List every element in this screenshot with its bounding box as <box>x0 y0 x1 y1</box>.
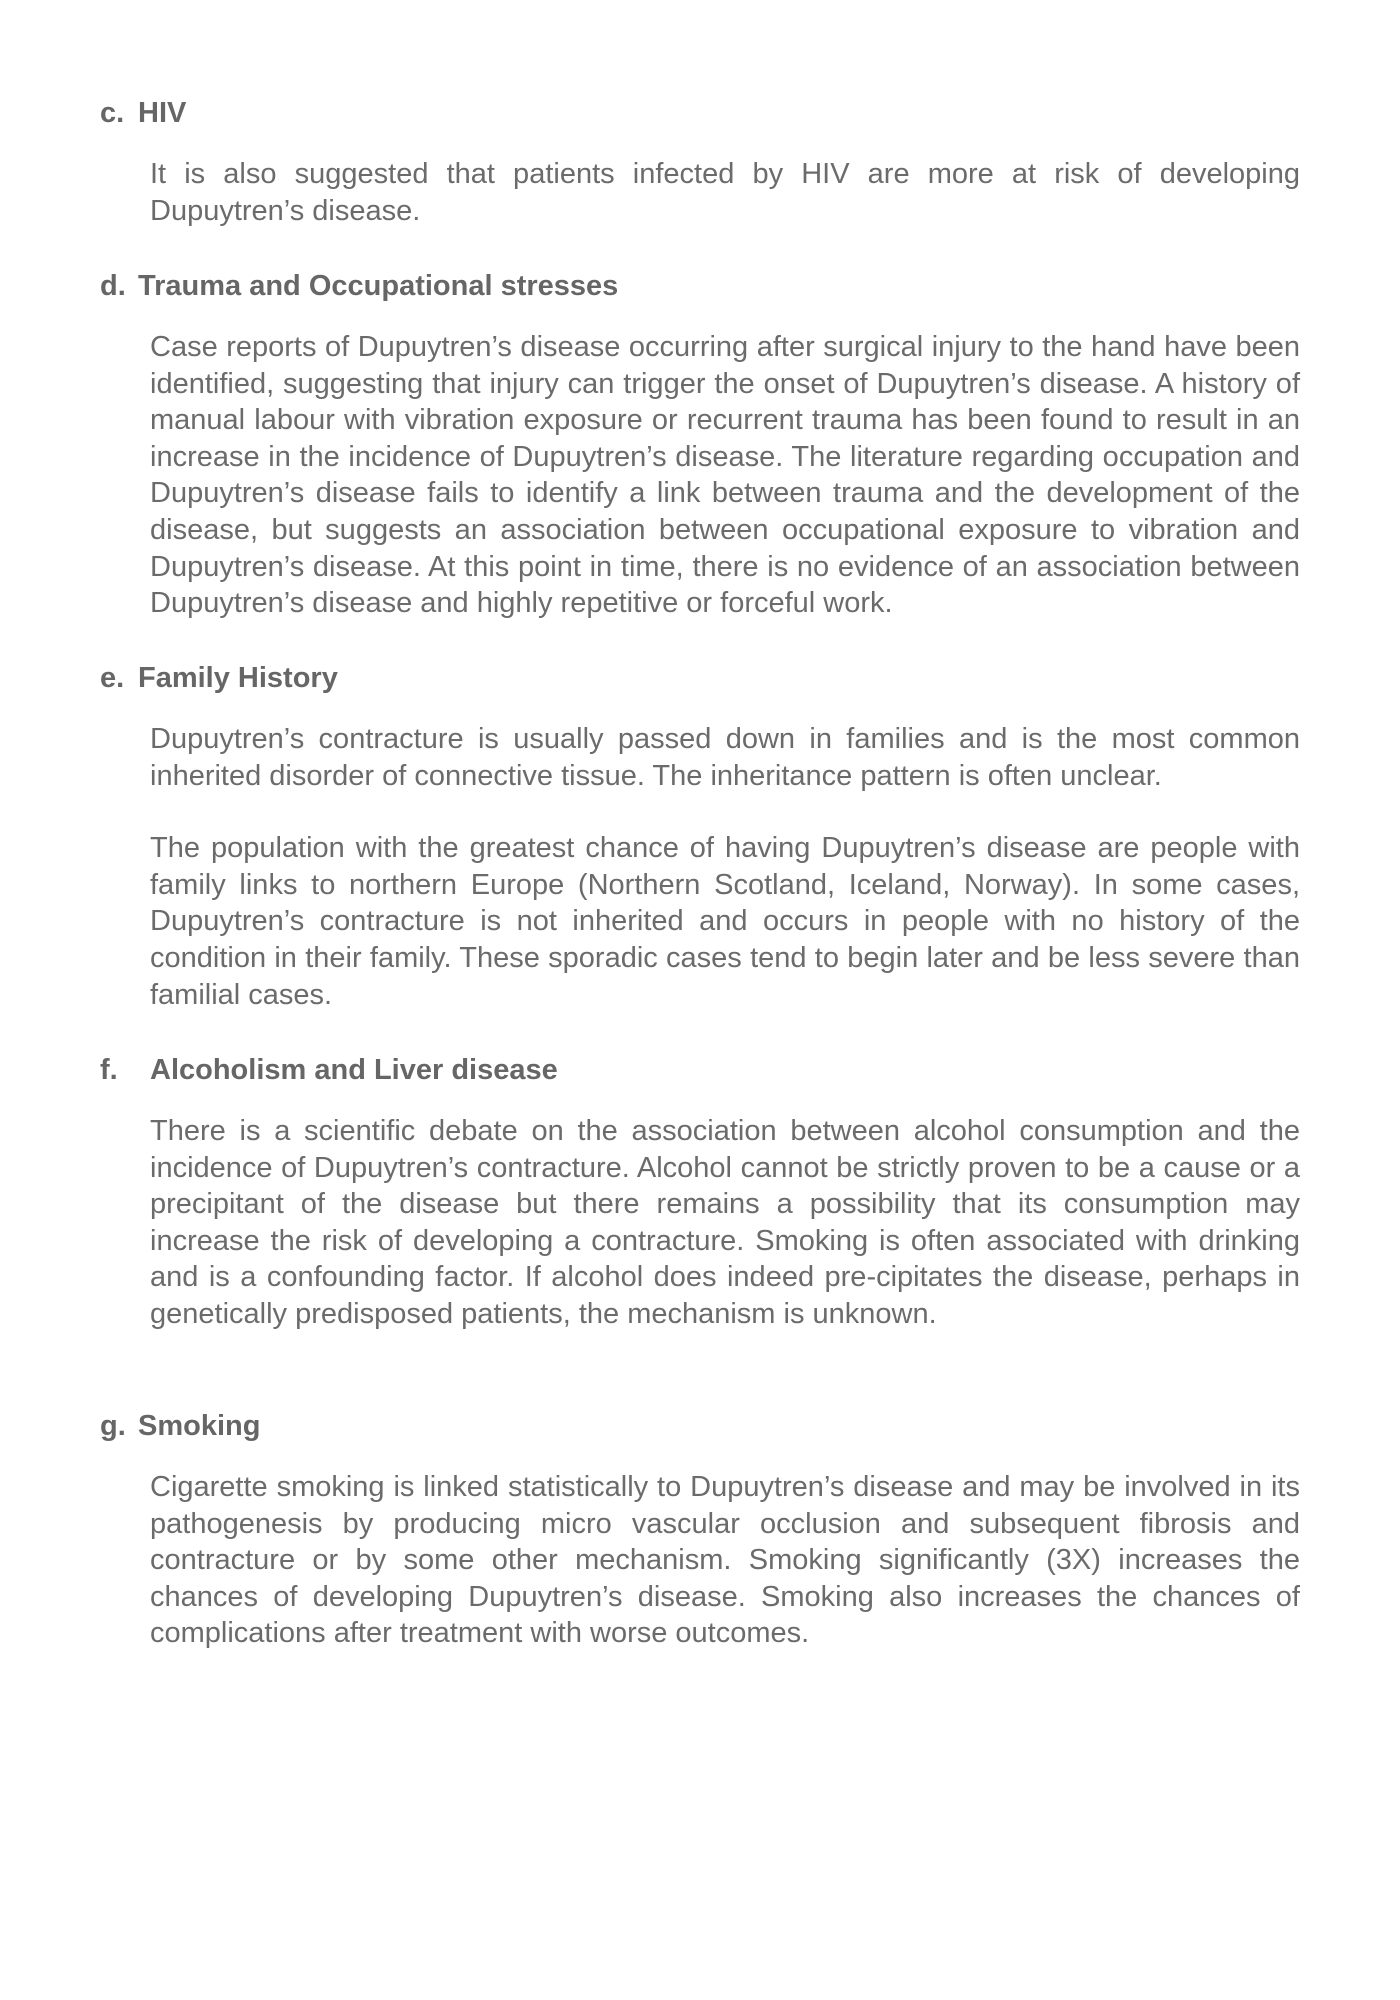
paragraph: It is also suggested that patients infected by HIV are more at risk of developing Dupuytren’s disease. <box>150 158 1300 227</box>
paragraph: Cigarette smoking is linked statistically to Dupuytren’s disease and may be involved in its pathogenesis by producing micro vascular occlusion and subsequent fibrosis and contracture or by some other mechanism. Smoking significantly (3X) increases the chances of developing Dupuytren’s disease. Smoking also increases the chances of complications after treatment with worse outcomes. <box>150 1471 1300 1650</box>
section-title: Family History <box>138 662 338 694</box>
section-heading <box>100 1052 1300 1088</box>
section-title: HIV <box>138 97 187 129</box>
section-letter: g. <box>100 1410 126 1442</box>
section-title: Trauma and Occupational stresses <box>138 270 619 302</box>
section-letter: e. <box>100 662 125 694</box>
section-family-history <box>100 660 1300 1013</box>
section-letter: d. <box>100 270 126 302</box>
section-heading <box>100 660 1300 696</box>
paragraph: Dupuytren’s contracture is usually passed down in families and is the most common inherited disorder of connective tissue. The inheritance pattern is often unclear. <box>150 723 1300 792</box>
section-title: Alcoholism and Liver disease <box>150 1054 558 1086</box>
section-letter: c. <box>100 97 125 129</box>
paragraph: The population with the greatest chance of having Dupuytren’s disease are people with family links to northern Europe (Northern Scotland, Iceland, Norway). In some cases, Dupuytren’s contracture is not inherited and occurs in people with no history of the condition in their family. These sporadic cases tend to begin later and be less severe than familial cases. <box>150 832 1300 1011</box>
section-letter: f. <box>100 1054 118 1086</box>
section-smoking <box>100 1408 1300 1652</box>
section-title: Smoking <box>138 1410 261 1442</box>
section-alcoholism <box>100 1052 1300 1333</box>
section-heading <box>100 268 1300 304</box>
paragraph: There is a scientific debate on the association between alcohol consumption and the incidence of Dupuytren’s contracture. Alcohol cannot be strictly proven to be a cause or a precipitant of the disease but there remains a possibility that its consumption may increase the risk of developing a contracture. Smoking is often associated with drinking and is a confounding factor. If alcohol does indeed pre-cipitates the disease, perhaps in genetically predisposed patients, the mechanism is unknown. <box>150 1115 1300 1330</box>
paragraph: Case reports of Dupuytren’s disease occurring after surgical injury to the hand have been identified, suggesting that injury can trigger the onset of Dupuytren’s disease. A history of manual labour with vibration exposure or recurrent trauma has been found to result in an increase in the incidence of Dupuytren’s disease. The literature regarding occupation and Dupuytren’s disease fails to identify a link between trauma and the development of the disease, but suggests an association between occupational exposure to vibration and Dupuytren’s disease. At this point in time, there is no evidence of an association between Dupuytren’s disease and highly repetitive or forceful work. <box>150 331 1300 620</box>
section-hiv <box>100 95 1300 229</box>
section-heading <box>100 95 1300 131</box>
section-heading <box>100 1408 1300 1444</box>
section-trauma <box>100 268 1300 622</box>
